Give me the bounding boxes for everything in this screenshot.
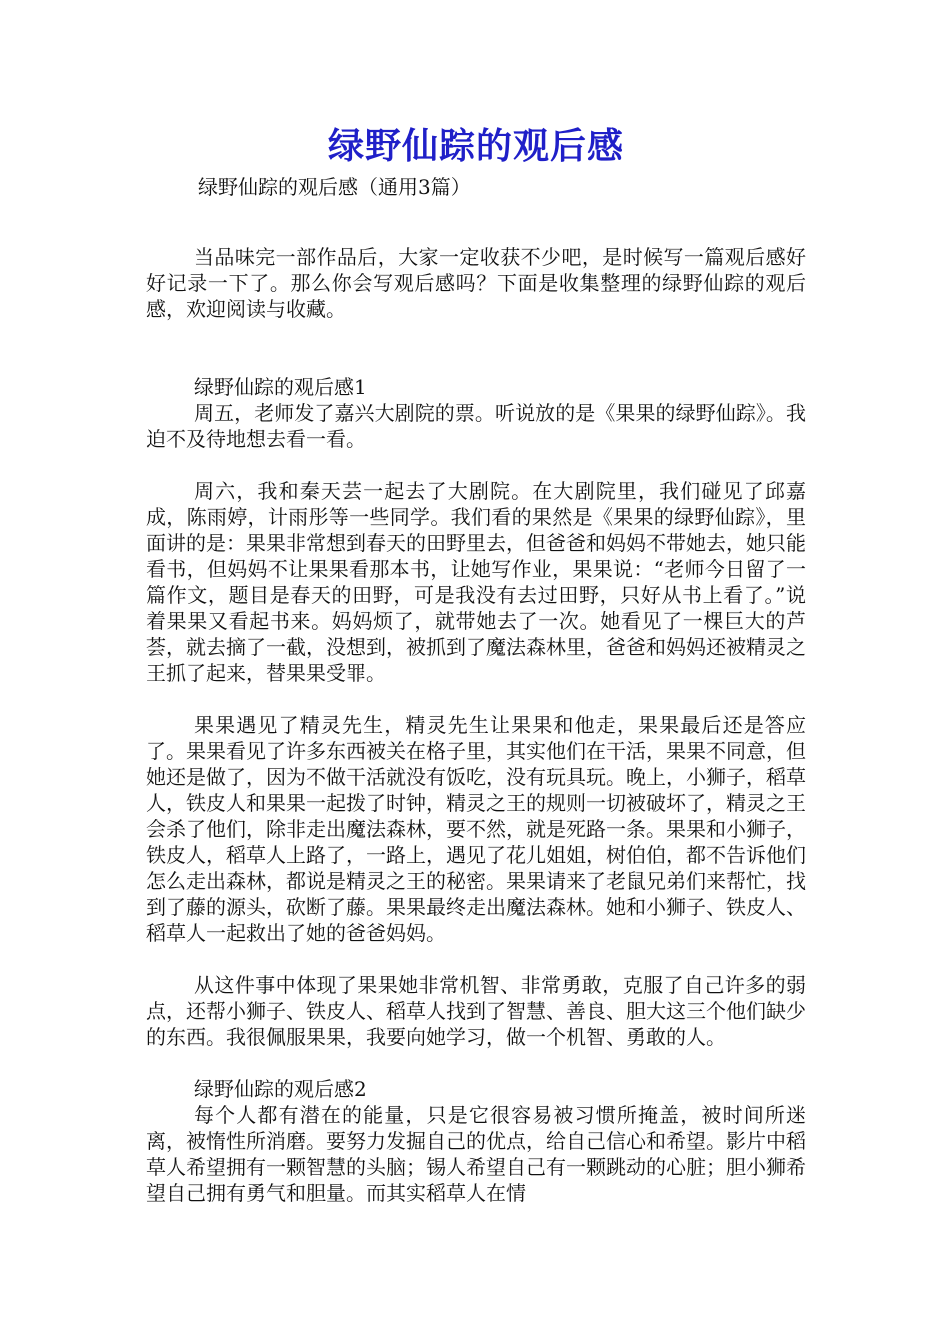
- document-page: [146, 118, 806, 1206]
- section-heading: 绿野仙踪的观后感1: [194, 375, 367, 399]
- essay-section-2: [146, 1076, 806, 1206]
- intro-section: [146, 244, 806, 322]
- body-paragraph: 从这件事中体现了果果她非常机智、非常勇敢，克服了自己许多的弱点，还帮小狮子、铁皮人、稻草人找到了智慧、善良、胆大这三个他们缺少的东西。我很佩服果果，我要向她学习，做一个机智、勇敢的人。: [146, 973, 806, 1049]
- body-paragraph: 周六，我和秦天芸一起去了大剧院。在大剧院里，我们碰见了邱嘉成，陈雨婷，计雨彤等一些同学。我们看的果然是《果果的绿野仙踪》，里面讲的是：果果非常想到春天的田野里去，但爸爸和妈妈不带她去，她只能看书，但妈妈不让果果看那本书，让她写作业，果果说：“老师今日留了一篇作文，题目是春天的田野，可是我没有去过田野，只好从书上看了。”说着果果又看起书来。妈妈烦了，就带她去了一次。她看见了一棵巨大的芦荟，就去摘了一截，没想到，被抓到了魔法森林里，爸爸和妈妈还被精灵之王抓了起来，替果果受罪。: [146, 479, 806, 685]
- section-heading: 绿野仙踪的观后感2: [194, 1077, 367, 1101]
- spacer: [146, 452, 806, 478]
- document-title: 绿野仙踪的观后感: [327, 125, 624, 167]
- spacer: [146, 946, 806, 972]
- spacer: [146, 1050, 806, 1076]
- body-paragraph: 周五，老师发了嘉兴大剧院的票。听说放的是《果果的绿野仙踪》。我迫不及待地想去看一看。: [146, 401, 806, 451]
- spacer: [146, 686, 806, 712]
- document-subtitle: 绿野仙踪的观后感（通用3篇）: [198, 175, 471, 199]
- body-paragraph: 果果遇见了精灵先生，精灵先生让果果和他走，果果最后还是答应了。果果看见了许多东西被关在格子里，其实他们在干活，果果不同意，但她还是做了，因为不做干活就没有饭吃，没有玩具玩。晚上，小狮子，稻草人，铁皮人和果果一起拨了时钟，精灵之王的规则一切被破坏了，精灵之王会杀了他们，除非走出魔法森林，要不然，就是死路一条。果果和小狮子，铁皮人，稻草人上路了，一路上，遇见了花儿姐姐，树伯伯，都不告诉他们怎么走出森林，都说是精灵之王的秘密。果果请来了老鼠兄弟们来帮忙，找到了藤的源头，砍断了藤。果果最终走出魔法森林。她和小狮子、铁皮人、稻草人一起救出了她的爸爸妈妈。: [146, 713, 806, 945]
- essay-section-1: [146, 374, 806, 1050]
- intro-paragraph: 当品味完一部作品后，大家一定收获不少吧，是时候写一篇观后感好好记录一下了。那么你会写观后感吗？下面是收集整理的绿野仙踪的观后感，欢迎阅读与收藏。: [146, 245, 806, 321]
- body-paragraph: 每个人都有潜在的能量，只是它很容易被习惯所掩盖，被时间所迷离，被惰性所消磨。要努力发掘自己的优点，给自己信心和希望。影片中稻草人希望拥有一颗智慧的头脑；锡人希望自己有一颗跳动的心脏；胆小狮希望自己拥有勇气和胆量。而其实稻草人在情: [146, 1103, 806, 1205]
- spacer: [146, 322, 806, 374]
